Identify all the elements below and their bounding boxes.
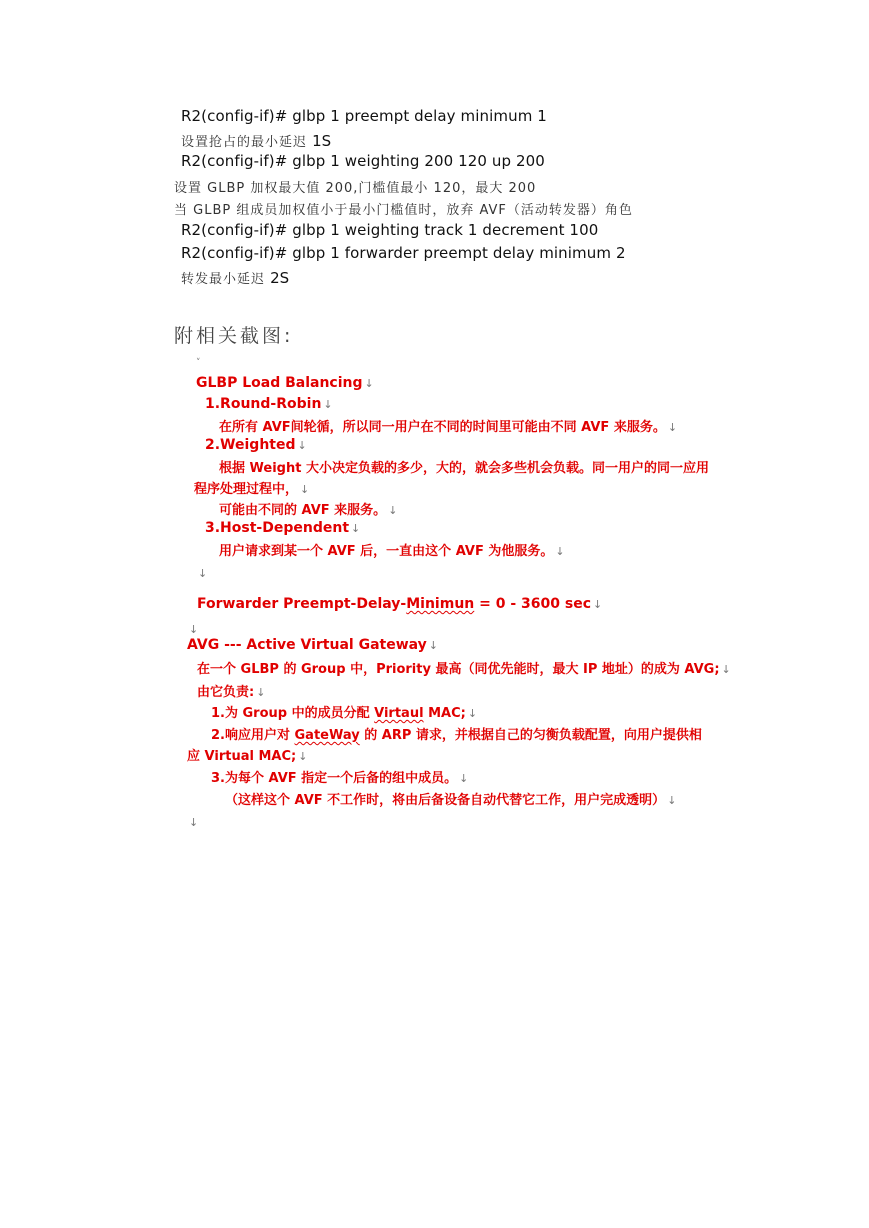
weighted-title: 2.Weighted ↓ [205,437,307,453]
note-forwarder-delay [181,268,289,287]
paragraph-mark-icon: ↓ [555,545,565,558]
paragraph-mark-icon: ↓ [323,398,333,411]
note-avf-role: 当 GLBP 组成员加权值小于最小门槛值时，放弃 AVF（活动转发器）角色 [174,203,633,218]
paragraph-mark-icon: ↓ [364,377,374,390]
top-mark: ˅ [196,358,201,368]
avg-item-2: 2.响应用户对 GateWay 的 ARP 请求，并根据自己的匀衡负载配置，向用户提供相 [211,728,702,743]
paragraph-mark-icon: ↓ [667,421,678,434]
paragraph-mark-icon: ↓ [351,522,361,535]
rr-desc: 在所有 AVF间轮循，所以同一用户在不同的时间里可能由不同 AVF 来服务。 ↓ [219,420,678,435]
spellcheck-word: GateWay [294,728,360,743]
spellcheck-word: Minimun [406,596,475,612]
paragraph-mark-icon: ↓ [198,567,208,580]
paragraph-mark-icon: ↓ [189,623,199,636]
weighted-desc-1: 根据 Weight 大小决定负载的多少，大的，就会多些机会负载。同一用户的同一应用 [219,461,709,476]
weighted-desc-3: 可能由不同的 AVF 来服务。 ↓ [219,503,398,518]
paragraph-mark-icon: ↓ [428,639,439,652]
paragraph-mark-icon: ↓ [667,794,677,807]
note-value: 2S [270,269,290,287]
avg-item-3-note: （这样这个 AVF 不工作时，将由后备设备自动代替它工作，用户完成透明） ↓ [225,793,677,808]
avg-item-2-cont: 应 Virtual MAC; ↓ [187,749,308,764]
paragraph-mark-icon: ↓ [189,816,199,829]
note-preempt-min-delay [181,131,331,150]
spellcheck-word: Virtaul [374,706,424,721]
avg-item-3: 3.为每个 AVF 指定一个后备的组中成员。 ↓ [211,771,469,786]
paragraph-mark-icon: ↓ [721,663,731,676]
weighted-desc-2: 程序处理过程中， ↓ [194,482,310,497]
forwarder-preempt-delay: Forwarder Preempt-Delay-Minimun = 0 - 3600 sec ↓ [197,596,603,612]
paragraph-mark-icon: ↓ [256,686,266,699]
paragraph-mark-icon: ↓ [459,772,469,785]
host-dependent-title: 3.Host-Dependent ↓ [205,520,361,536]
host-dependent-desc: 用户请求到某一个 AVF 后，一直由这个 AVF 为他服务。 ↓ [219,544,565,559]
avg-responsibility: 由它负责: ↓ [197,685,266,700]
rr-title: 1.Round-Robin ↓ [205,396,333,412]
note-weighting: 设置 GLBP 加权最大值 200,门槛值最小 120，最大 200 [174,181,537,196]
config-line-forwarder-preempt: R2(config-if)# glbp 1 forwarder preempt delay minimum 2 [181,244,626,262]
paragraph-mark-icon: ↓ [467,707,478,720]
related-screenshots-heading: 附相关截图: [174,325,294,347]
avg-desc: 在一个 GLBP 的 Group 中，Priority 最高（同优先能时，最大 IP 地址）的成为 AVG; ↓ [197,662,731,677]
note-text: 转发最小延迟 [181,272,271,287]
paragraph-mark-icon: ↓ [300,483,310,496]
note-text: 设置抢占的最小延迟 [181,135,313,150]
note-value: 1S [312,132,332,150]
config-line-weighting-track: R2(config-if)# glbp 1 weighting track 1 decrement 100 [181,221,599,239]
config-line-preempt-delay: R2(config-if)# glbp 1 preempt delay minimum 1 [181,107,547,125]
avg-title: AVG --- Active Virtual Gateway ↓ [187,637,439,653]
config-line-weighting: R2(config-if)# glbp 1 weighting 200 120 up 200 [181,152,545,170]
avg-item-1: 1.为 Group 中的成员分配 Virtaul MAC; ↓ [211,706,478,721]
paragraph-mark-icon: ↓ [298,750,308,763]
paragraph-mark-icon: ↓ [297,439,307,452]
paragraph-mark-icon: ↓ [388,504,398,517]
paragraph-mark-icon: ↓ [593,598,603,611]
lb-title: GLBP Load Balancing ↓ [196,375,374,391]
